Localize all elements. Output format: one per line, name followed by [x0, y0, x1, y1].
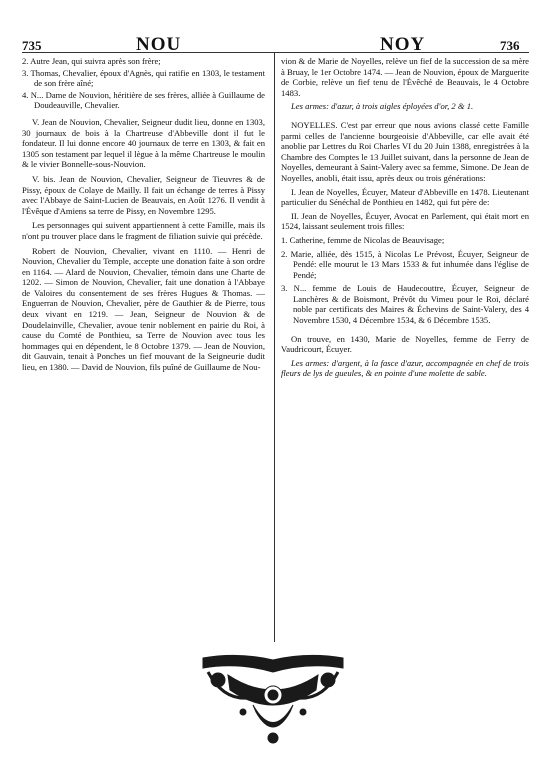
paragraph: NOYELLES. C'est par erreur que nous avions classé cette Famille parmi celles de l'ancienne bourgeoisie d'Abbeville, car elle avait été anoblie par Lettres du Roi Charles VI du 20 Juin 1388, enregistrées à la Chambre des Comptes le 13 Juillet suivant, dans la personne de Jean de Noyelles, demeurant à Saint-Valery avec sa femme, Simone. De Jean de Noyelles, anobli, était issu, après deux ou trois générations: — [281, 119, 529, 183]
left-page-number: 735 — [22, 38, 42, 53]
paragraph: II. Jean de Noyelles, Écuyer, Avocat en Parlement, qui était mort en 1524, laissant seulement trois filles: — [281, 210, 529, 232]
paragraph: On trouve, en 1430, Marie de Noyelles, femme de Ferry de Vaudricourt, Écuyer. — [281, 333, 529, 355]
paragraph: Les personnages qui suivent appartiennent à cette Famille, mais ils n'ont pu trouver place dans le fragment de filiation suivie qui précède. — [22, 220, 265, 241]
list-item: 2. Autre Jean, qui suivra après son frère; — [22, 56, 161, 66]
right-column — [281, 56, 529, 382]
left-column — [22, 56, 265, 377]
left-running-head: NOU — [136, 34, 182, 55]
paragraph: V. bis. Jean de Nouvion, Chevalier, Seigneur de Tieuvres & de Pissy, époux de Colaye de Mailly. Il fait un échange de terres à Pissy avec l'Abbaye de Saint-Lucien de Beauvais, en Août 1276. Il vendit à l'Évêque d'Amiens sa terre de Pissy, en Novembre 1295. — [22, 173, 265, 216]
paragraph: vion & de Marie de Noyelles, relève un fief de la succession de sa mère à Bruay, le 1er Octobre 1474. — Jean de Nouvion, époux de Marguerite de Corbie, relève un fief tenu de l'Évêché de Beauvais, le 4 Octobre 1483. — [281, 56, 529, 98]
right-running-head: NOY — [380, 34, 426, 55]
list-item: 3. Thomas, Chevalier, époux d'Agnès, qui ratifie en 1303, le testament de son frère aîné; — [22, 67, 265, 89]
right-page-number: 736 — [500, 38, 520, 53]
paragraph: Robert de Nouvion, Chevalier, vivant en 1110. — Henri de Nouvion, Chevalier du Temple, accepte une donation faite à son ordre en 1164. — Alard de Nouvion, Chevalier, témoin dans une Charte de 1202. — Simon de Nouvion, Chevalier, fait une donation à l'Abbaye de Valoires du consentement de ses frères Hugues & Thomas. — Enguerran de Nouvion, Chevalier, père de Gauthier & de Pierre, tous deux vivant en 1219. — Jean, Seigneur de Nouvion & de Doudelainville, Chevalier, avoue tenir noblement en pairie du Roi, à cause du Comté de Ponthieu, sa Terre de Nouvion avec tous les hommages qui en dépendent, le 8 Octobre 1379. — Jean de Nouvion, dit Gauvain, tenait à Ponches un fief mouvant de la Seigneurie dudit lieu, en 1380. — David de Nouvion, fils puîné de Guillaume de Nou- — [22, 245, 265, 373]
paragraph: V. Jean de Nouvion, Chevalier, Seigneur dudit lieu, donne en 1303, 30 journaux de bois à la Chartreuse d'Abbeville dont il fut le fondateur. Il lui donne encore 40 journaux de terre en 1303, & fait en 1305 son testament par lequel il lègue à la même Chartreuse le moulin & le vivier Bonnelle-sous-Nouvion. — [22, 116, 265, 170]
list-item: 1. Catherine, femme de Nicolas de Beauvisage; — [281, 234, 445, 245]
list-item: 2. Marie, alliée, dès 1515, à Nicolas Le Prévost, Écuyer, Seigneur de Pendé: elle mourut le 13 Mars 1533 & fut inhumée dans l'église de Pendé; — [281, 248, 529, 280]
arms-paragraph: Les armes: d'argent, à la fasce d'azur, accompagnée en chef de trois fleurs de lys de gueules, & en pointe d'une molette de sable. — [281, 357, 529, 379]
arms-paragraph: Les armes: d'azur, à trois aigles éployées d'or, 2 & 1. — [291, 101, 474, 112]
column-rule — [274, 52, 275, 642]
list-item: 3. N... femme de Louis de Haudecouttre, Écuyer, Seigneur de Lanchères & de Boismont, Prévôt du Vimeu pour le Roi, déclaré noble par certificats des Maires & Échevins de Saint-Valery, des 4 Novembre 1530, 4 Décembre 1534, & 6 Décembre 1535. — [281, 283, 529, 326]
header-rule — [22, 52, 529, 53]
paragraph: I. Jean de Noyelles, Écuyer, Mateur d'Abbeville en 1478. Lieutenant particulier du Sénéchal de Ponthieu en 1482, qui fut père de: — [281, 186, 529, 208]
tailpiece-ornament-icon — [198, 650, 348, 750]
list-item: 4. N... Dame de Nouvion, héritière de ses frères, alliée à Guillaume de Doudeauville, Chevalier. — [22, 89, 265, 111]
